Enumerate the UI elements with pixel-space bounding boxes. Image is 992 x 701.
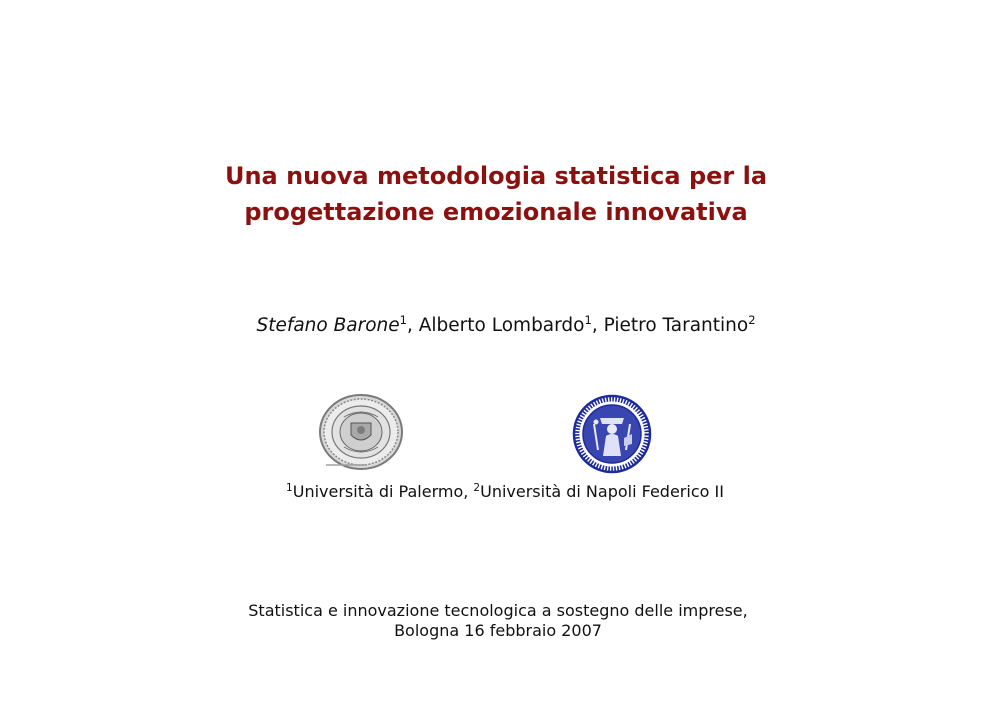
affiliation-napoli: Università di Napoli Federico II [480, 482, 724, 501]
palermo-university-seal-icon [316, 393, 406, 473]
title-line-1: Una nuova metodologia statistica per la [224, 162, 768, 190]
event-name: Statistica e innovazione tecnologica a sostegno delle imprese, [248, 601, 748, 620]
presentation-title [0, 158, 992, 230]
affiliation-mark: 2 [473, 482, 481, 494]
affiliation-separator: , [463, 482, 474, 501]
affiliation-mark: 2 [748, 313, 756, 327]
affiliation-mark: 1 [286, 482, 293, 494]
event-place-date: Bologna 16 febbraio 2007 [394, 621, 602, 640]
author-separator: , [591, 315, 604, 336]
author-name: Pietro Tarantino [603, 315, 749, 336]
affiliation-palermo: Università di Palermo [292, 482, 464, 501]
napoli-federico-ii-seal-icon [572, 394, 652, 474]
affiliation-mark: 1 [584, 313, 592, 327]
affiliations-line [0, 480, 992, 506]
event-info [0, 601, 992, 641]
author-name: Stefano Barone [256, 315, 400, 336]
authors-line [0, 312, 992, 341]
title-line-2: progettazione emozionale innovativa [244, 198, 748, 226]
author-separator: , [407, 315, 419, 336]
affiliation-mark: 1 [399, 313, 407, 327]
author-name: Alberto Lombardo [418, 315, 585, 336]
